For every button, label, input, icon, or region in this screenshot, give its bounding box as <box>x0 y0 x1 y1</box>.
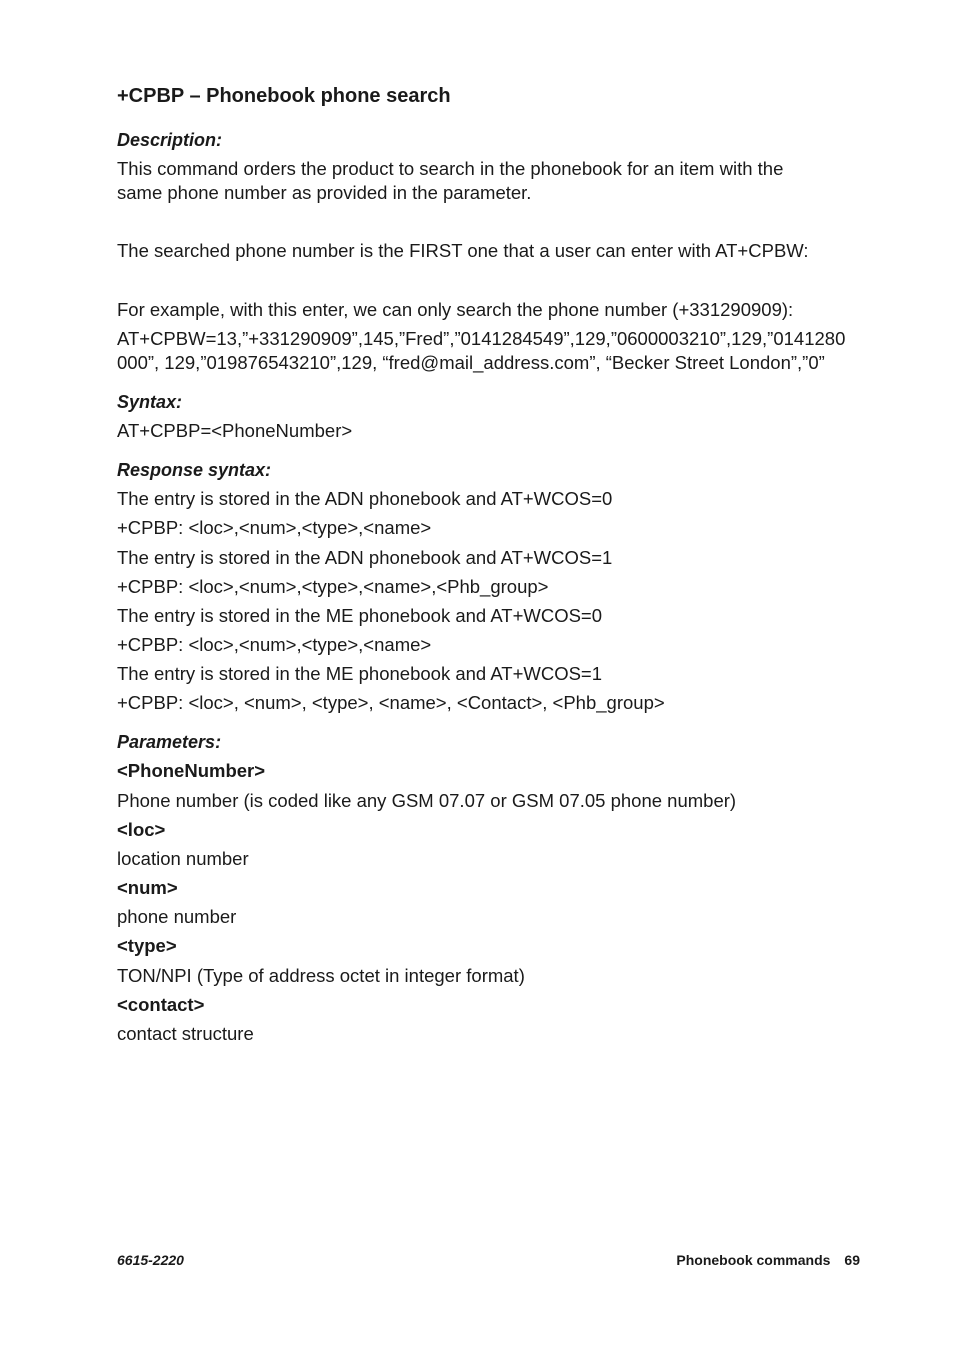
response-syntax-heading: Response syntax: <box>117 460 272 480</box>
footer-section <box>676 1251 860 1269</box>
parameter-description: phone number <box>117 906 237 927</box>
example-command-line: AT+CPBW=13,”+331290909”,145,”Fred”,”0141284549”,129,”0600003210”,129,”0141280 <box>117 328 846 349</box>
parameter-name: <PhoneNumber> <box>117 760 266 781</box>
parameter-description: Phone number (is coded like any GSM 07.07 or GSM 07.05 phone number) <box>117 790 737 811</box>
response-line: +CPBP: <loc>,<num>,<type>,<name> <box>117 634 432 655</box>
page-title: +CPBP – Phonebook phone search <box>117 85 451 107</box>
parameter-name: <loc> <box>117 819 166 840</box>
footer-doc-number: 6615-2220 <box>117 1252 184 1268</box>
response-line: The entry is stored in the ME phonebook and AT+WCOS=1 <box>117 663 603 684</box>
response-line: +CPBP: <loc>,<num>,<type>,<name> <box>117 517 432 538</box>
parameters-heading: Parameters: <box>117 732 222 752</box>
response-line: The entry is stored in the ME phonebook and AT+WCOS=0 <box>117 605 603 626</box>
syntax-heading: Syntax: <box>117 392 183 412</box>
response-line: +CPBP: <loc>, <num>, <type>, <name>, <Contact>, <Phb_group> <box>117 692 665 713</box>
response-line: The entry is stored in the ADN phonebook and AT+WCOS=1 <box>117 547 613 568</box>
response-line: +CPBP: <loc>,<num>,<type>,<name>,<Phb_group> <box>117 576 549 597</box>
syntax-command: AT+CPBP=<PhoneNumber> <box>117 420 353 441</box>
description-line: The searched phone number is the FIRST one that a user can enter with AT+CPBW: <box>117 240 809 261</box>
parameter-name: <type> <box>117 935 177 956</box>
footer-page-number: 69 <box>844 1252 860 1268</box>
parameter-name: <contact> <box>117 994 205 1015</box>
description-heading: Description: <box>117 130 223 150</box>
description-line: same phone number as provided in the parameter. <box>117 182 532 203</box>
parameter-description: location number <box>117 848 249 869</box>
response-line: The entry is stored in the ADN phonebook and AT+WCOS=0 <box>117 488 613 509</box>
description-line: This command orders the product to search in the phonebook for an item with the <box>117 158 784 179</box>
description-line: For example, with this enter, we can only search the phone number (+331290909): <box>117 299 794 320</box>
footer-section-title: Phonebook commands <box>676 1252 831 1268</box>
parameter-name: <num> <box>117 877 178 898</box>
parameter-description: TON/NPI (Type of address octet in integer format) <box>117 965 525 986</box>
example-command-line: 000”, 129,”019876543210”,129, “fred@mail_address.com”, “Becker Street London”,”0” <box>117 352 825 373</box>
parameter-description: contact structure <box>117 1023 254 1044</box>
